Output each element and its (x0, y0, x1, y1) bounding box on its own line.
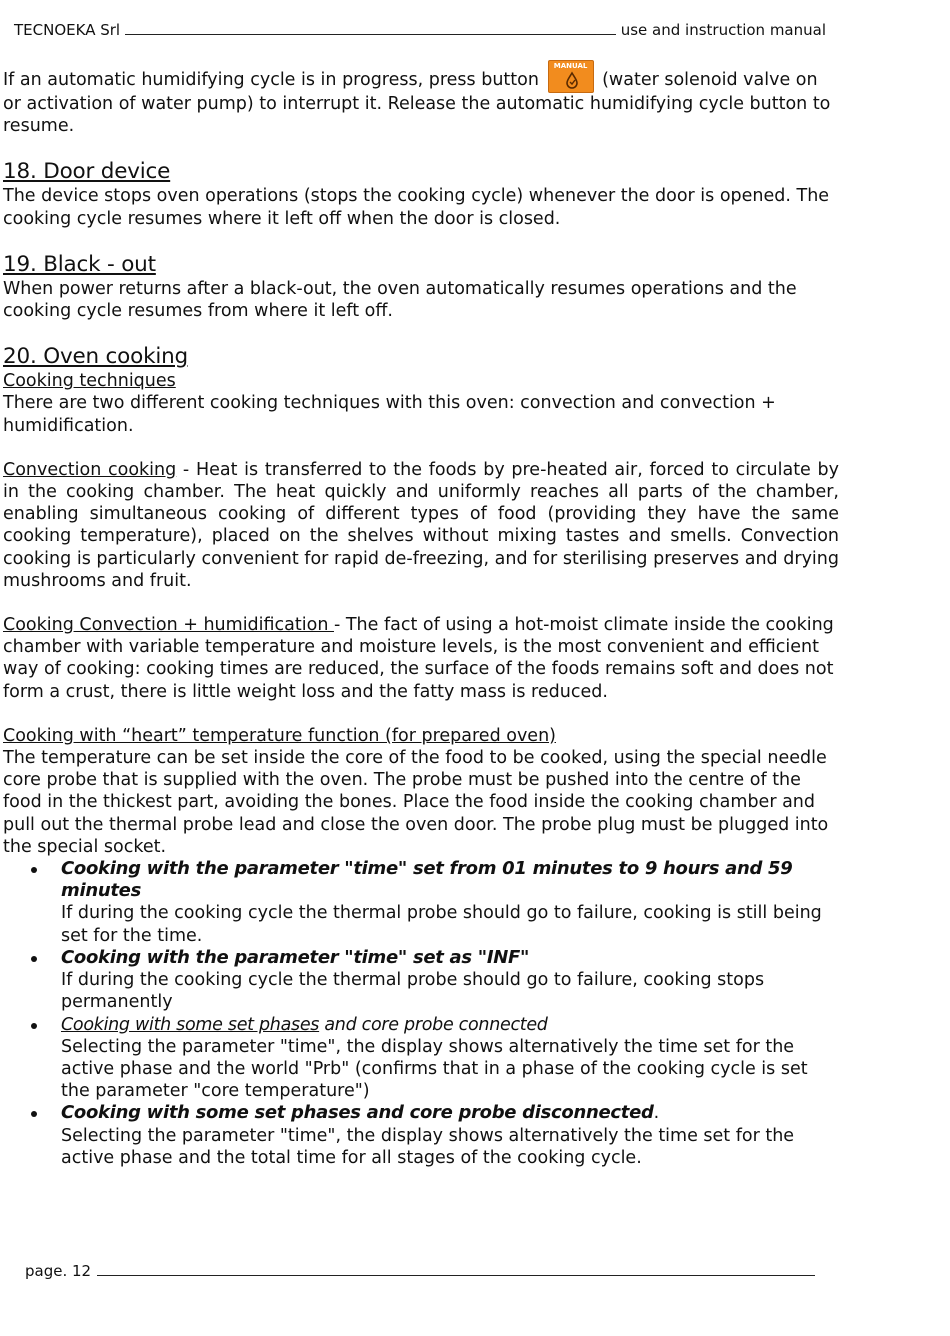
section-title-oven: 20. Oven cooking (3, 344, 188, 370)
manual-button-label: MANUAL (553, 62, 588, 70)
intro-text-after: (water solenoid valve on or activation of water pump) to interrupt it. Release the automatic humidifying cycle button to resume. (3, 70, 831, 137)
heart-text: The temperature can be set inside the core of the food to be cooked, using the special needle core probe that is supplied with the oven. The probe must be pushed into the centre of the food in the thickest part, avoiding the bones. Place the food inside the cooking chamber and pull out the thermal probe lead and close the oven door. The probe plug must be plugged into the special socket. (3, 748, 829, 857)
humidification-paragraph (3, 614, 839, 703)
list-item-title-bold: Cooking with some set phases and core probe disconnected (61, 1102, 654, 1124)
page-footer (25, 1258, 815, 1280)
bullet-icon (31, 867, 37, 873)
list-item-title: Cooking with the parameter "time" set as "INF" (61, 946, 530, 968)
section-text-door: The device stops oven operations (stops the cooking cycle) whenever the door is opened. The cooking cycle resumes where it left off when the door is closed. (3, 186, 830, 229)
list-item (61, 1014, 839, 1103)
list-item-text: If during the cooking cycle the thermal probe should go to failure, cooking stops permanently (61, 970, 765, 1013)
company-name: TECNOEKA Srl (14, 21, 121, 39)
list-item-title (61, 1014, 839, 1036)
subheading-techniques: Cooking techniques (3, 371, 176, 392)
manual-title: use and instruction manual (620, 21, 826, 39)
subheading-humidification: Cooking Convection + humidification (3, 615, 334, 636)
section-title-door: 18. Door device (3, 159, 171, 185)
section-text-blackout: When power returns after a black-out, the oven automatically resumes operations and the cooking cycle resumes from where it left off. (3, 278, 797, 322)
list-item-title-underlined: Cooking with some set phases (61, 1014, 320, 1035)
list-item (61, 1102, 839, 1169)
footer-rule (97, 1275, 815, 1276)
subheading-heart: Cooking with “heart” temperature function (for prepared oven) (3, 725, 556, 746)
section-title-blackout: 19. Black - out (3, 251, 156, 277)
list-item-text: Selecting the parameter "time", the display shows alternatively the time set for the active phase and the world "Prb" (confirms that in a phase of the cooking cycle is set the parameter "core temperature") (61, 1036, 808, 1102)
bullet-icon (31, 1023, 37, 1029)
subheading-convection: Convection cooking (3, 459, 177, 480)
page-content (3, 60, 839, 1169)
page-number: page. 12 (25, 1262, 92, 1280)
list-item-title: Cooking with the parameter "time" set from 01 minutes to 9 hours and 59 minutes (61, 858, 793, 902)
probe-bullet-list (3, 858, 839, 1169)
humidification-text: - The fact of using a hot-moist climate inside the cooking chamber with variable temperature and moisture levels, is the most convenient and efficient way of cooking: cooking times are reduced, the surface of the foods remains soft and does not form a crust, there is little weight loss and the fatty mass is reduced. (3, 615, 834, 702)
list-item (61, 947, 839, 1014)
manual-button-image (548, 60, 594, 93)
bullet-icon (31, 956, 37, 962)
intro-text-before: If an automatic humidifying cycle is in progress, press button (3, 70, 539, 90)
convection-paragraph (3, 459, 839, 592)
list-item-text: Selecting the parameter "time", the display shows alternatively the time set for the active phase and the total time for all stages of the cooking cycle. (61, 1125, 795, 1168)
list-item-title (61, 1102, 839, 1124)
intro-paragraph (3, 60, 839, 137)
bullet-icon (31, 1111, 37, 1117)
list-item-title-end: . (653, 1103, 660, 1124)
list-item-text: If during the cooking cycle the thermal probe should go to failure, cooking is still being set for the time. (61, 903, 822, 946)
convection-text: - Heat is transferred to the foods by pre-heated air, forced to circulate by in the cooking chamber. The heat quickly and uniformly reaches all parts of the chamber, enabling simultaneous cooking of different types of food (providing they have the same cooking temperature), placed on the shelves without mixing tastes and smells. Convection cooking is particularly convenient for rapid de-freezing, and for sterilising preserves and drying mushrooms and fruit. (3, 459, 839, 591)
water-drop-hand-icon (562, 71, 582, 91)
list-item (61, 858, 839, 947)
header-rule (125, 34, 616, 35)
page-header (14, 17, 826, 39)
techniques-text: There are two different cooking techniques with this oven: convection and convection + humidification. (3, 393, 776, 436)
list-item-title-rest: and core probe connected (319, 1014, 548, 1035)
